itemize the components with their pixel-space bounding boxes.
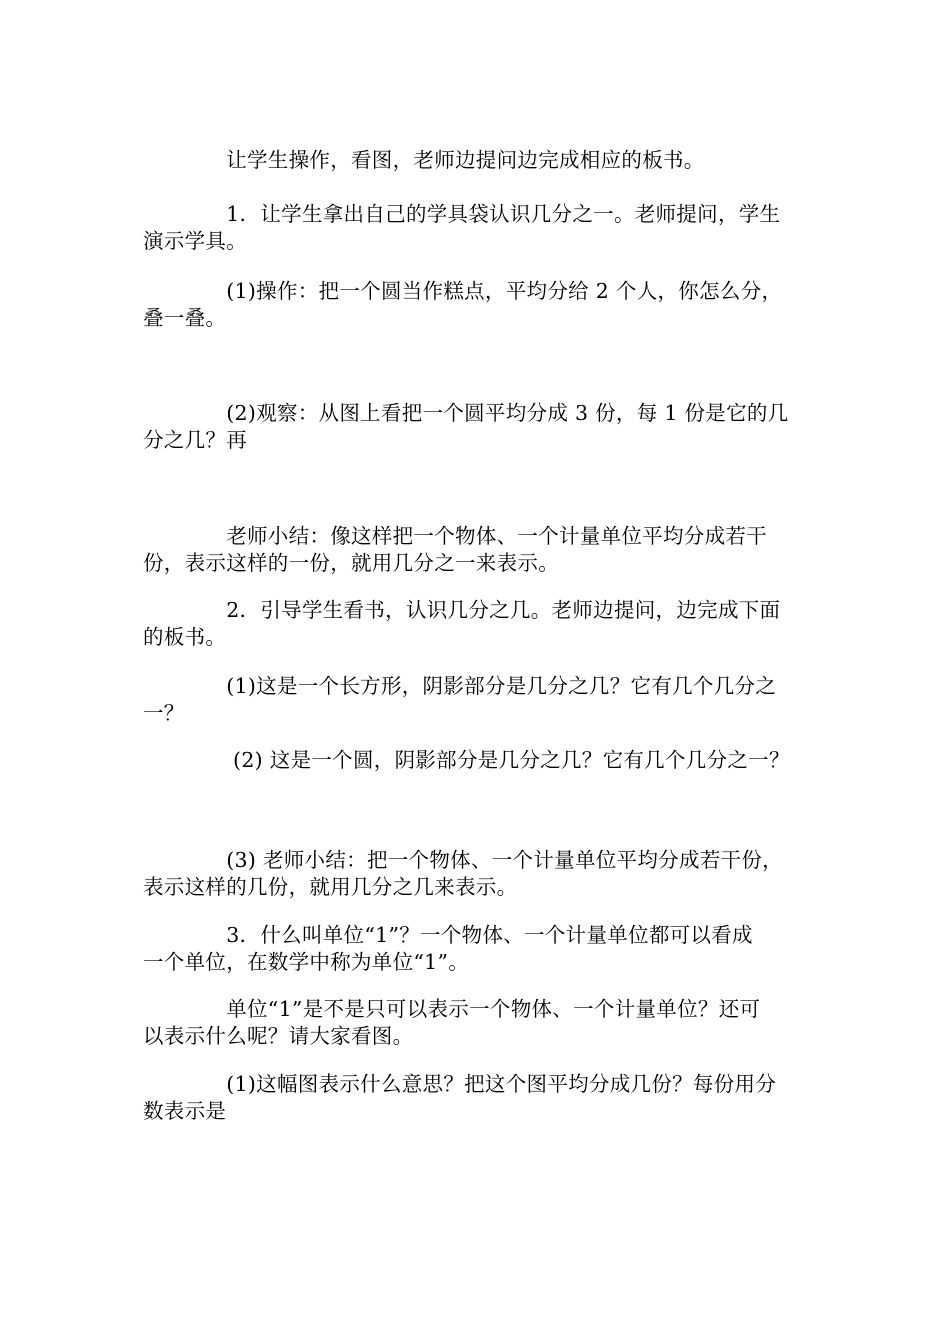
text-line: 一个单位，在数学中称为单位“1”。 — [143, 950, 470, 974]
text-line: 份，表示这样的一份，就用几分之一来表示。 — [143, 551, 559, 575]
paragraph-step-1 — [143, 201, 823, 255]
text-line: (2) 这是一个圆，阴影部分是几分之几？它有几个几分之一？ — [143, 748, 790, 772]
text-line: (3) 老师小结：把一个物体、一个计量单位平均分成若干份， — [143, 848, 783, 872]
text-line: 一？ — [143, 701, 185, 725]
paragraph-operation — [143, 278, 823, 332]
paragraph-intro — [143, 147, 823, 174]
text-line: 分之几？再 — [143, 428, 247, 452]
text-line: (1)操作：把一个圆当作糕点，平均分给 2 个人，你怎么分， — [143, 279, 783, 303]
text-line: 表示这样的几份，就用几分之几来表示。 — [143, 875, 518, 899]
text-line: 单位“1”是不是只可以表示一个物体、一个计量单位？还可 — [143, 997, 761, 1021]
paragraph-step-3 — [143, 922, 823, 976]
paragraph-rectangle — [143, 673, 823, 727]
text-line: (1)这是一个长方形，阴影部分是几分之几？它有几个几分之 — [143, 674, 777, 698]
text-line: 的板书。 — [143, 625, 227, 649]
text-line: 3．什么叫单位“1”？一个物体、一个计量单位都可以看成 — [143, 923, 753, 947]
text-line: 演示学具。 — [143, 229, 247, 253]
text-line: (1)这幅图表示什么意思？把这个图平均分成几份？每份用分 — [143, 1072, 777, 1096]
text-line: 叠一叠。 — [143, 306, 227, 330]
paragraph-observation — [143, 400, 823, 454]
text-line: 以表示什么呢？请大家看图。 — [143, 1024, 414, 1048]
paragraph-summary-1 — [143, 523, 823, 577]
text-line: 2．引导学生看书，认识几分之几。老师边提问，边完成下面 — [143, 598, 781, 622]
paragraph-figure-question — [143, 1071, 823, 1125]
paragraph-summary-2 — [143, 847, 823, 901]
paragraph-circle — [143, 747, 823, 774]
text-line: 1．让学生拿出自己的学具袋认识几分之一。老师提问，学生 — [143, 202, 781, 226]
paragraph-step-2 — [143, 597, 823, 651]
paragraph-unit-one — [143, 996, 823, 1050]
text-line: 数表示是 — [143, 1099, 227, 1123]
text-line: 让学生操作，看图，老师边提问边完成相应的板书。 — [143, 148, 705, 172]
text-line: (2)观察：从图上看把一个圆平均分成 3 份，每 1 份是它的几 — [143, 401, 789, 425]
text-line: 老师小结：像这样把一个物体、一个计量单位平均分成若干 — [143, 524, 767, 548]
